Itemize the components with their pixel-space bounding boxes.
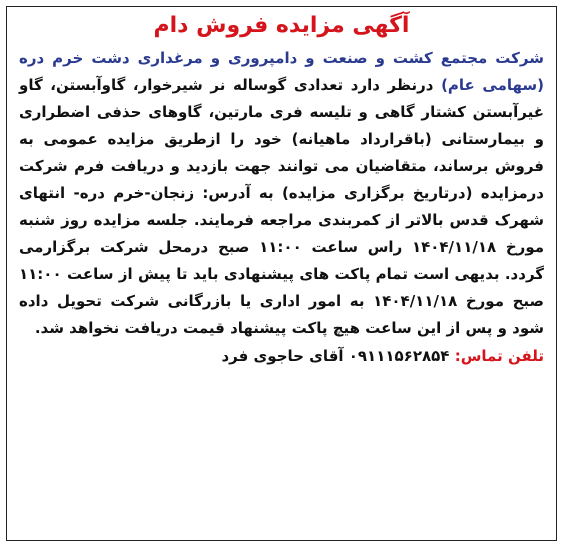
notice-title: آگهی مزایده فروش دام: [153, 13, 410, 38]
notice-body-text: درنظر دارد تعدادی گوساله نر شیرخوار، گاوآبستن، گاو غیرآبستن کشتار گاهی و تلیسه فری مارتین، گاوهای حذفی اضطراری و بیمارستانی (باقرارداد ماهیانه) خود را ازطریق مزایده عمومی به فروش برساند، متقاضیان می توانند جهت بازدید و دریافت فرم شرکت درمزایده (درتاریخ برگزاری مزایده) به آدرس: زنجان-خرم دره- انتهای شهرک قدس بالاتر از کمربندی مراجعه فرمایند. جلسه مزایده روز شنبه مورخ ۱۴۰۴/۱۱/۱۸ راس ساعت ۱۱:۰۰ صبح درمحل شرکت برگزارمی گردد. بدیهی است تمام پاکت های پیشنهادی باید تا پیش از ساعت ۱۱:۰۰ صبح مورخ ۱۴۰۴/۱۱/۱۸ به امور اداری یا بازرگانی شرکت تحویل داده شود و پس از این ساعت هیچ پاکت پیشنهاد قیمت دریافت نخواهد شد.: [19, 76, 545, 337]
contact-label: تلفن تماس:: [454, 347, 544, 365]
contact-line: [19, 342, 544, 370]
notice-frame: [6, 6, 557, 541]
notice-body: [19, 45, 544, 342]
contact-value: ۰۹۱۱۱۵۶۲۸۵۴ آقای حاجوی فرد: [221, 347, 450, 365]
company-name: شرکت مجتمع کشت و صنعت و دامپروری و مرغداری دشت خرم دره (سهامی عام): [19, 49, 544, 94]
notice-content: [7, 7, 556, 370]
